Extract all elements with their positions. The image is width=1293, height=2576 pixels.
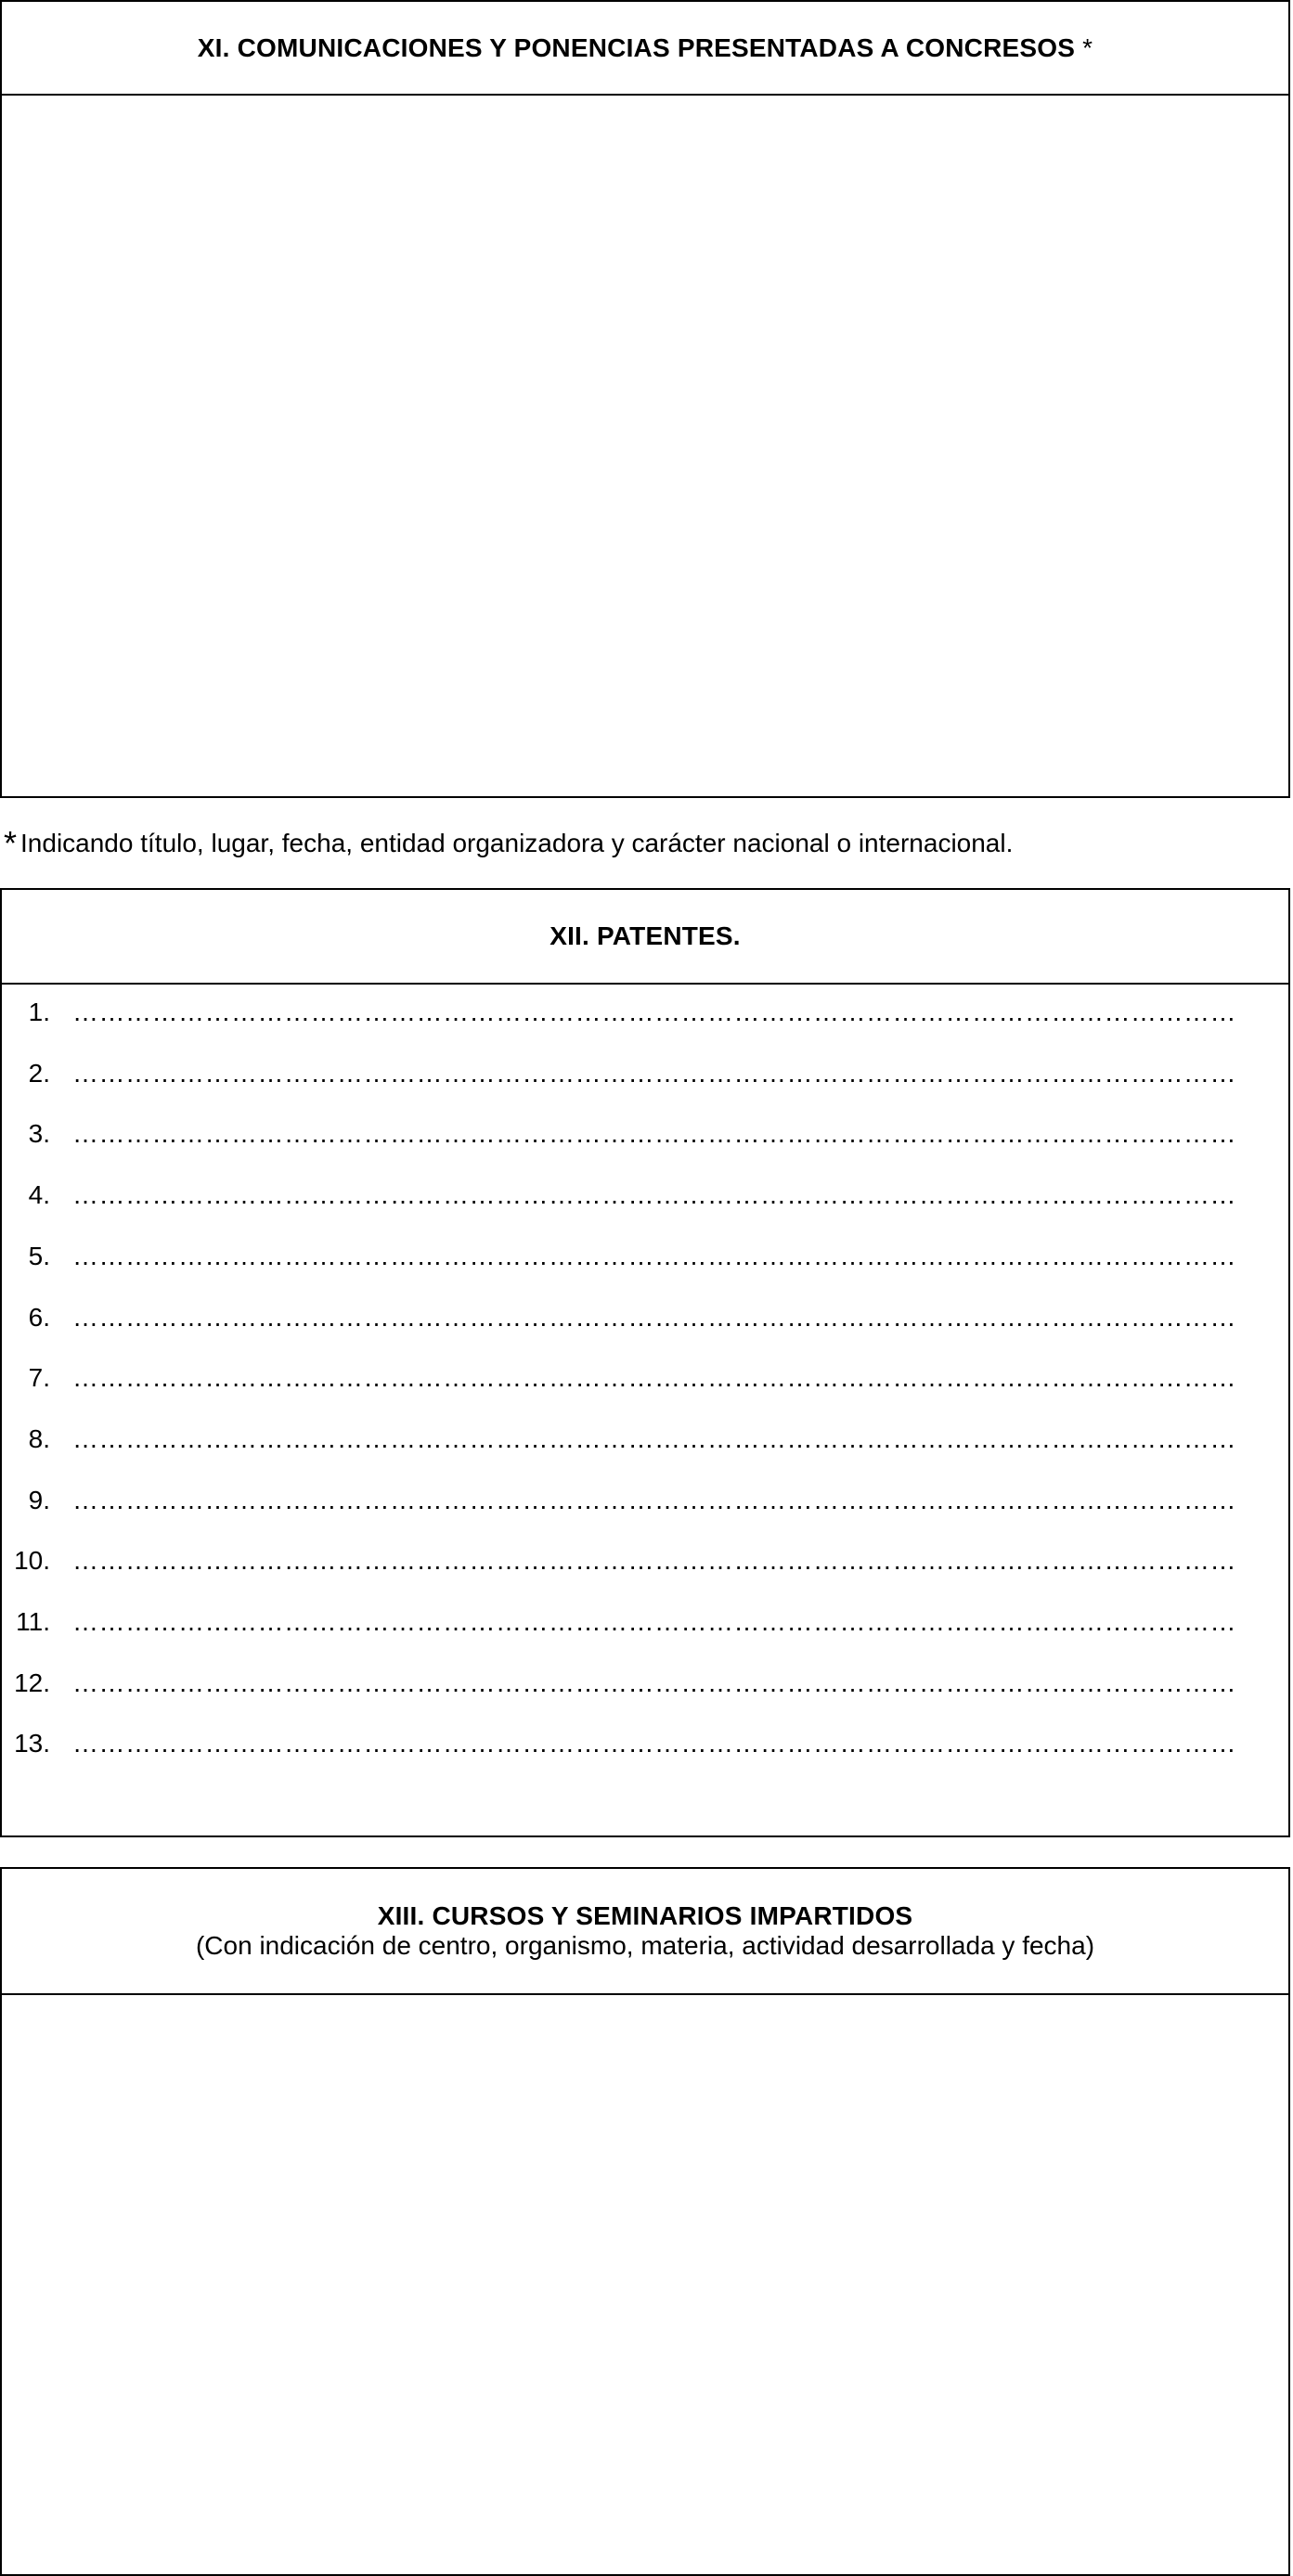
patent-item-dotted-line[interactable]: …………………………………………………………………………………………………………………… — [72, 1119, 1236, 1149]
patent-item-number: 5. — [28, 1241, 50, 1270]
section-xi-heading — [198, 33, 1093, 63]
patent-item-number: 10. — [14, 1546, 50, 1576]
patent-item[interactable] — [2, 1725, 1236, 1762]
section-xi-content-area[interactable] — [2, 96, 1288, 796]
patent-item-number: 3. — [28, 1119, 50, 1149]
section-xiii-box — [0, 1867, 1290, 2576]
patent-item-dotted-line[interactable]: …………………………………………………………………………………………………………………… — [72, 998, 1236, 1026]
patent-item-dotted-line[interactable]: …………………………………………………………………………………………………………………… — [72, 1546, 1236, 1576]
section-xiii-content-area[interactable] — [2, 1995, 1288, 2574]
patent-item-dotted-line[interactable]: …………………………………………………………………………………………………………………… — [72, 1485, 1236, 1514]
section-xi-header — [2, 2, 1288, 96]
patent-item-dotted-line[interactable]: …………………………………………………………………………………………………………………… — [72, 1607, 1236, 1636]
patent-item[interactable] — [2, 1177, 1236, 1214]
footnote-mark: * — [4, 824, 18, 862]
patent-item-number: 9. — [28, 1485, 50, 1514]
patent-item-dotted-line[interactable]: …………………………………………………………………………………………………………………… — [72, 1729, 1236, 1758]
patent-item-number: 7. — [28, 1363, 50, 1393]
patent-item-number: 2. — [28, 1058, 50, 1088]
patent-item-number: 11. — [16, 1607, 50, 1636]
patent-item-number: 1. — [28, 998, 50, 1026]
patent-item-dotted-line[interactable]: …………………………………………………………………………………………………………………… — [72, 1241, 1236, 1270]
footnote — [4, 824, 1013, 863]
footnote-text: Indicando título, lugar, fecha, entidad organizadora y carácter nacional o internacional. — [20, 829, 1014, 857]
section-xi-asterisk: * — [1082, 32, 1093, 62]
patent-item-number: 6. — [28, 1302, 50, 1332]
section-xii-header — [2, 890, 1288, 985]
patent-item-number: 12. — [14, 1668, 50, 1697]
patent-item[interactable] — [2, 1665, 1236, 1702]
patent-item[interactable] — [2, 1359, 1236, 1397]
patent-item-number: 8. — [28, 1423, 50, 1453]
section-xiii-subtitle: (Con indicación de centro, organismo, materia, actividad desarrollada y fecha) — [195, 1931, 1095, 1960]
patent-item-dotted-line[interactable]: …………………………………………………………………………………………………………………… — [72, 1363, 1236, 1393]
patent-item[interactable] — [2, 1604, 1236, 1641]
patent-item[interactable] — [2, 1115, 1236, 1153]
patent-item[interactable] — [2, 1299, 1236, 1336]
patent-item-number: 4. — [28, 1180, 50, 1210]
patent-item-dotted-line[interactable]: …………………………………………………………………………………………………………………… — [72, 1668, 1236, 1697]
section-xiii-title: XIII. CURSOS Y SEMINARIOS IMPARTIDOS — [377, 1901, 913, 1930]
patent-item-dotted-line[interactable]: …………………………………………………………………………………………………………………… — [72, 1302, 1236, 1332]
patent-item-dotted-line[interactable]: …………………………………………………………………………………………………………………… — [72, 1180, 1236, 1210]
section-xiii-header — [2, 1869, 1288, 1995]
patent-item-number: 13. — [14, 1729, 50, 1758]
patent-item-dotted-line[interactable]: …………………………………………………………………………………………………………………… — [72, 1058, 1236, 1088]
patent-item[interactable] — [2, 1482, 1236, 1519]
patent-item[interactable] — [2, 1542, 1236, 1579]
patent-item[interactable] — [2, 1055, 1236, 1092]
section-xi-title: XI. COMUNICACIONES Y PONENCIAS PRESENTADAS A CONCRESOS — [197, 32, 1076, 62]
section-xi-box — [0, 0, 1290, 798]
patent-item[interactable] — [2, 1421, 1236, 1458]
patent-item-dotted-line[interactable]: …………………………………………………………………………………………………………………… — [72, 1423, 1236, 1453]
section-xii-title: XII. PATENTES. — [550, 921, 741, 950]
patent-item[interactable] — [2, 994, 1236, 1031]
section-xii-box — [0, 888, 1290, 1837]
patent-item[interactable] — [2, 1238, 1236, 1275]
